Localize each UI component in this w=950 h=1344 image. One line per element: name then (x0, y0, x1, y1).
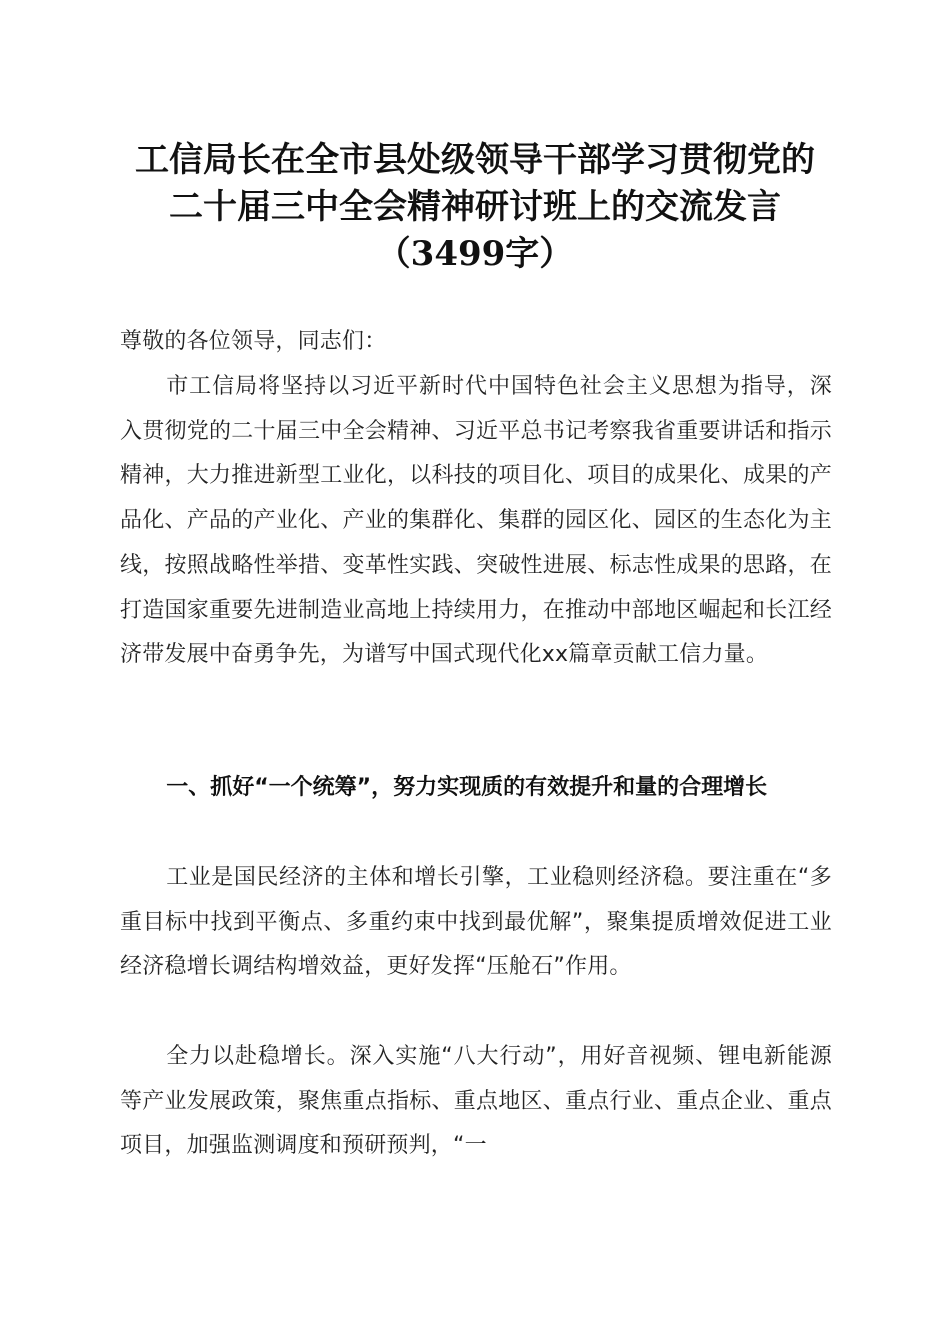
title-word-count: （3499字） (376, 234, 574, 274)
paragraph-intro: 市工信局将坚持以习近平新时代中国特色社会主义思想为指导，深入贯彻党的二十届三中全会精神、习近平总书记考察我省重要讲话和指示精神，大力推进新型工业化，以科技的项目化、项目的成果化、成果的产品化、产品的产业化、产业的集群化、集群的园区化、园区的生态化为主线，按照战略性举措、变革性实践、突破性进展、标志性成果的思路，在打造国家重要先进制造业高地上持续用力，在推动中部地区崛起和长江经济带发展中奋勇争先，为谱写中国式现代化xx篇章贡献工信力量。 (120, 374, 832, 668)
paragraph-stabilize-growth: 全力以赴稳增长。深入实施“八大行动”，用好音视频、锂电新能源等产业发展政策，聚焦重点指标、重点地区、重点行业、重点企业、重点项目，加强监测调度和预研预判，“一 (120, 1044, 832, 1159)
paragraph-industry: 工业是国民经济的主体和增长引擎，工业稳则经济稳。要注重在“多重目标中找到平衡点、多重约束中找到最优解”，聚集提质增效促进工业经济稳增长调结构增效益，更好发挥“压舱石”作用。 (120, 865, 832, 980)
salutation: 尊敬的各位领导，同志们： (120, 329, 387, 354)
title-line-2: 二十届三中全会精神研讨班上的交流发言 (169, 187, 781, 227)
section-heading-1: 一、抓好“一个统筹”，努力实现质的有效提升和量的合理增长 (166, 775, 768, 800)
title-line-1: 工信局长在全市县处级领导干部学习贯彻党的 (135, 140, 815, 180)
